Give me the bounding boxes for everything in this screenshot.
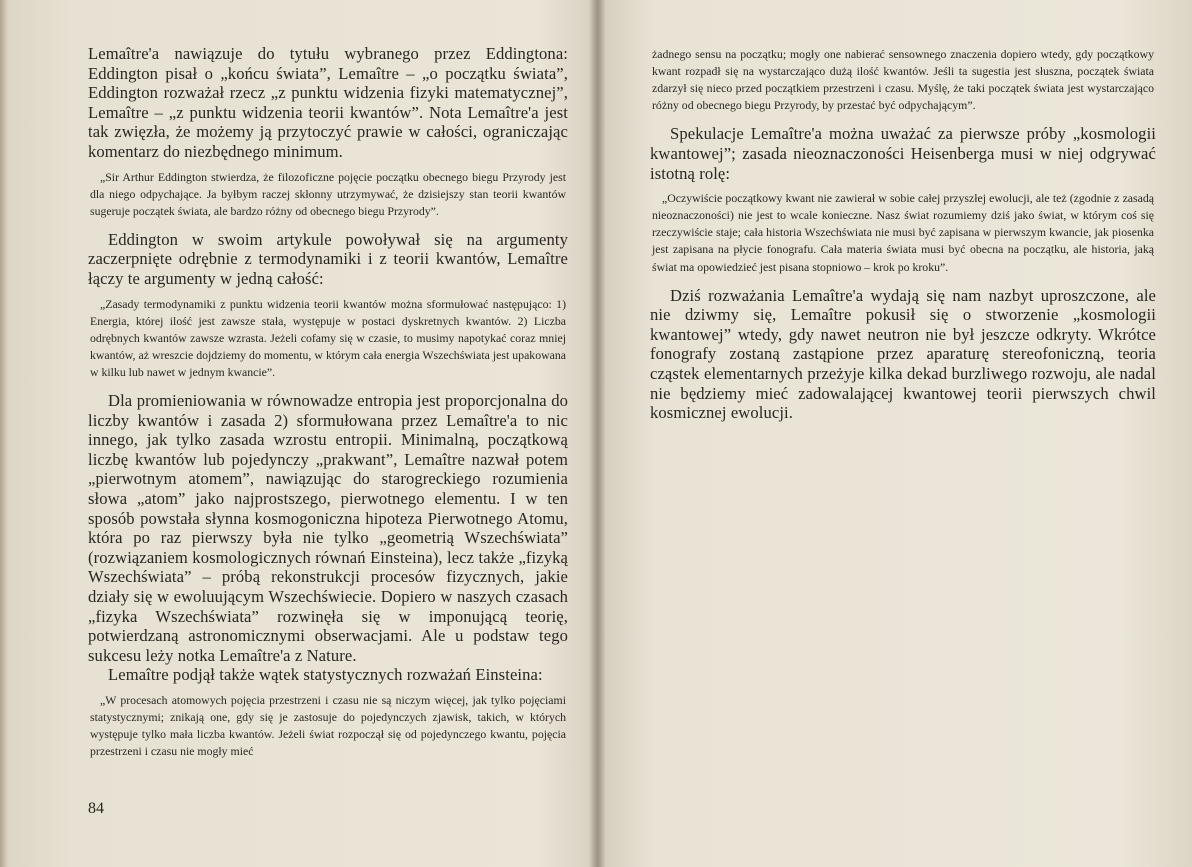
page-number: 84	[88, 800, 104, 817]
paragraph: Spekulacje Lemaître'a można uważać za pierwsze próby „kosmologii kwantowej”; zasada nieoznaczoności Heisenberga musi w niej odgrywać istotną rolę:	[650, 124, 1156, 183]
paragraph: Dla promieniowania w równowadze entropia jest proporcjonalna do liczby kwantów i zasada 2) sformułowana przez Lemaître'a to nic innego, jak tylko zasada wzrostu entropii. Minimalną, początkową liczbę kwantów lub pojedynczy „prakwant”, Lemaître nazwał potem „pierwotnym atomem”, nawiązując do starogreckiego rozumienia słowa „atom” jako najprostszego, pierwotnego elementu. I w ten sposób powstała słynna kosmogoniczna hipoteza Pierwotnego Atomu, która po raz pierwszy była nie tylko „geometrią Wszechświata” (rozwiązaniem kosmologicznych równań Einsteina), lecz także „fizyką Wszechświata” – próbą rekonstrukcji procesów fizycznych, jakie działy się w ewoluującym Wszechświecie. Dopiero w naszych czasach „fizyka Wszechświata” rozwinęła się w imponującą teorię, potwierdzaną astronomicznymi obserwacjami. Ale u podstaw tego sukcesu leży notka Lemaître'a z Nature.	[88, 391, 568, 665]
block-quote: żadnego sensu na początku; mogły one nabierać sensownego znaczenia dopiero wtedy, gdy początkowy kwant rozpadł się na wystarczająco dużą ilość kwantów. Jeśli ta sugestia jest słuszna, początek świata zdarzył się nieco przed początkiem przestrzeni i czasu. Myślę, że taki początek świata jest wystarczająco różny od obecnego biegu Przyrody, by przestać być odpychającym”.	[652, 47, 1154, 113]
right-page	[600, 0, 1192, 867]
block-quote: „Zasady termodynamiki z punktu widzenia teorii kwantów można sformułować następująco: 1) Energia, której ilość jest zawsze stała, występuje w postaci dyskretnych kwantów. 2) Liczba odrębnych kwantów zawsze wzrasta. Jeżeli cofamy się w czasie, to musimy napotykać coraz mniej kwantów, aż wreszcie dojdziemy do momentu, w którym cała energia Wszechświata jest upakowana w kilku lub nawet w jednym kwancie”.	[90, 296, 566, 379]
paragraph: Dziś rozważania Lemaître'a wydają się nam nazbyt uproszczone, ale nie dziwmy się, Lemaître pokusił się o stworzenie „kosmologii kwantowej” wtedy, gdy nawet neutron nie był jeszcze odkryty. Wkrótce fonografy zostaną zastąpione przez aparaturę stereofoniczną, teoria cząstek elementarnych przeżyje kilka dekad burzliwego rozwoju, ale nadal nie będziemy mieć zadowalającej kwantowej teorii pierwszych chwil kosmicznej ewolucji.	[650, 285, 1156, 423]
paragraph: Lemaître'a nawiązuje do tytułu wybranego przez Eddingtona: Eddington pisał o „końcu świata”, Lemaître – „o początku świata”, Eddington rozważał rzecz „z punktu widzenia fizyki matematycznej”, Lemaître – „z punktu widzenia teorii kwantów”. Nota Lemaître'a jest tak zwięzła, że możemy ją przytoczyć prawie w całości, ograniczając komentarz do niezbędnego minimum.	[88, 44, 568, 161]
block-quote: „Sir Arthur Eddington stwierdza, że filozoficzne pojęcie początku obecnego biegu Przyrody jest dla niego odpychające. Ja byłbym raczej skłonny utrzymywać, że dzisiejszy stan teorii kwantów sugeruje początek świata, ale bardzo różny od obecnego biegu Przyrody”.	[90, 169, 566, 218]
block-quote: „W procesach atomowych pojęcia przestrzeni i czasu nie są niczym więcej, jak tylko pojęciami statystycznymi; znikają one, gdy się je zastosuje do pojedynczych zjawisk, takich, w których występuje tylko mała liczba kwantów. Jeżeli świat rozpoczął się od pojedynczego kwantu, pojęcia przestrzeni i czasu nie mogły mieć	[90, 693, 566, 759]
paragraph: Lemaître podjął także wątek statystycznych rozważań Einsteina:	[108, 665, 543, 685]
paragraph: Eddington w swoim artykule powoływał się na argumenty zaczerpnięte odrębnie z termodynamiki i z teorii kwantów, Lemaître łączy te argumenty w jedną całość:	[88, 229, 568, 289]
block-quote: „Oczywiście początkowy kwant nie zawierał w sobie całej przyszłej ewolucji, ale też (zgodnie z zasadą nieoznaczoności) nie jest to wcale konieczne. Nasz świat rozumiemy dziś jako świat, w którym coś się rzeczywiście staje; cała historia Wszechświata nie musi być zapisana w pierwszym kwancie, jak piosenka jest zapisana na płycie fonografu. Cała materia świata musi być obecna na początku, ale historia, jaką świat ma opowiedzieć jest pisana stopniowo – krok po kroku”.	[652, 191, 1154, 274]
